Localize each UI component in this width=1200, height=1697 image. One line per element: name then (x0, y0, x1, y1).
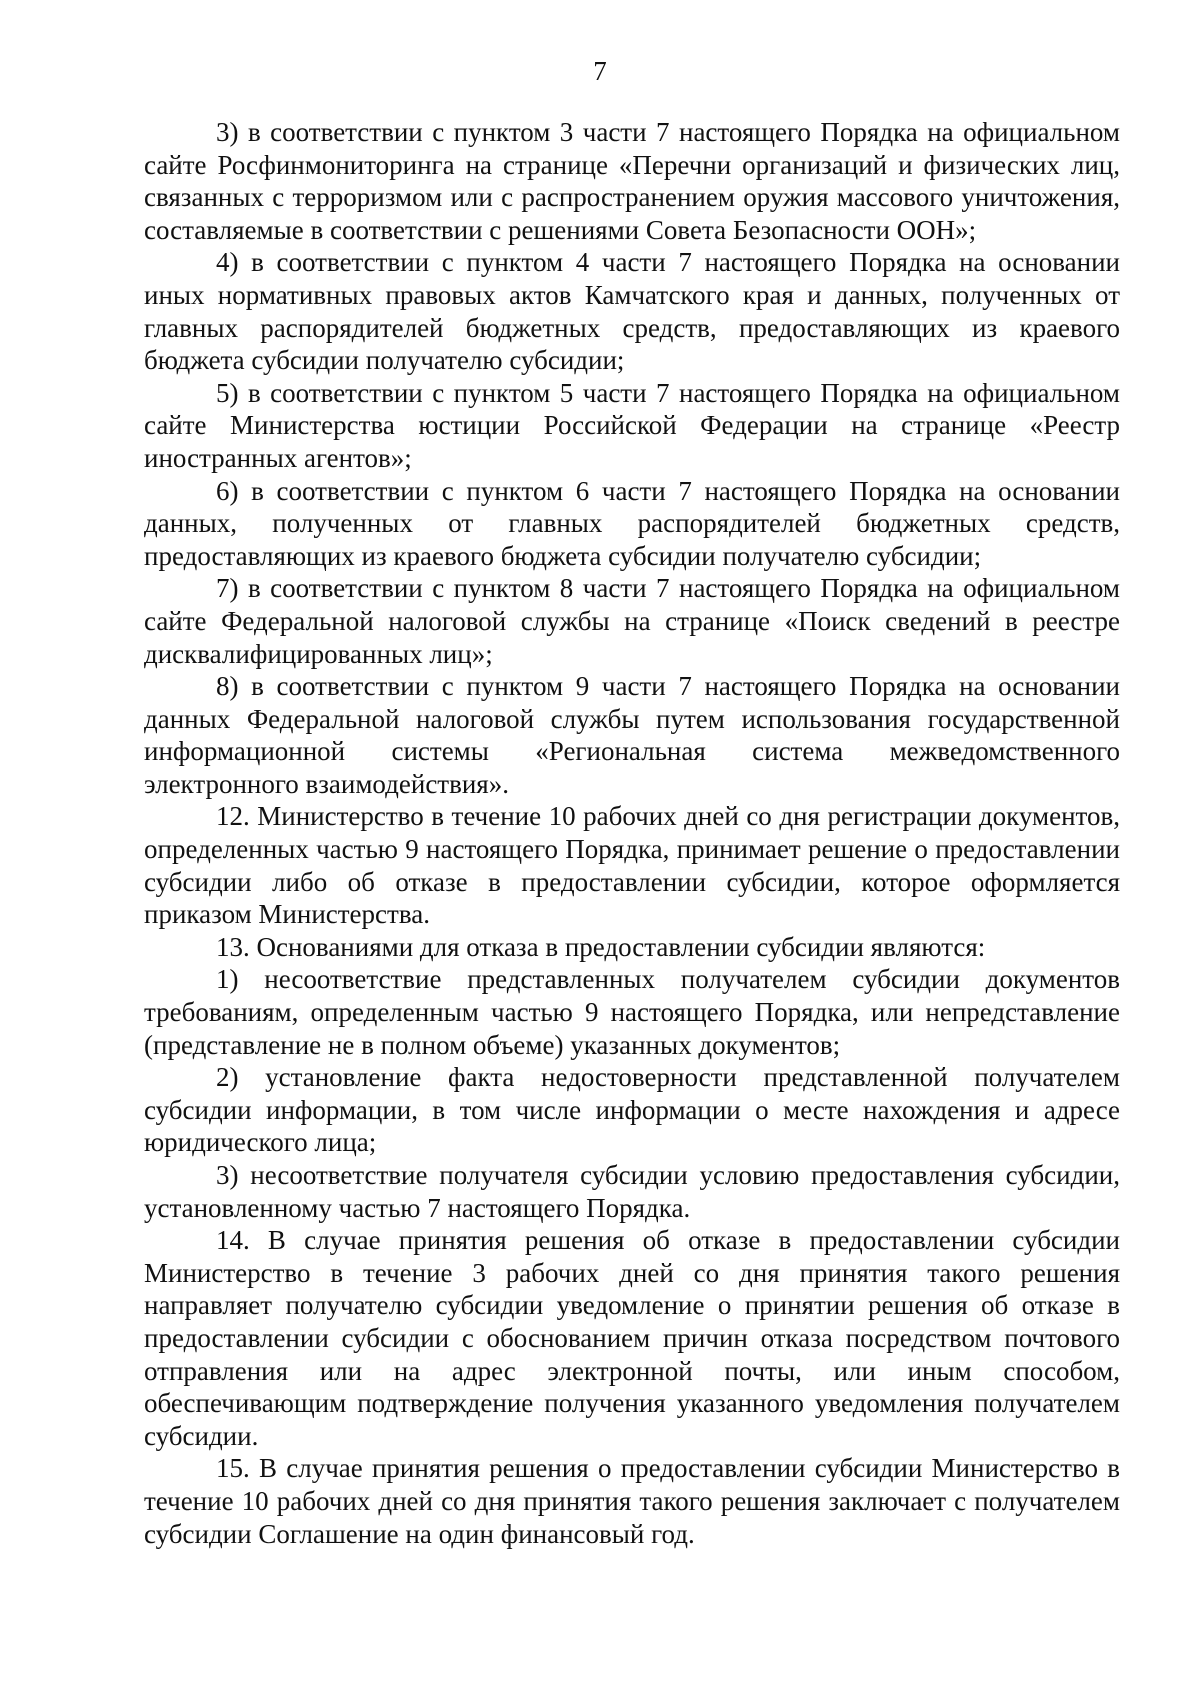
paragraph-item-6: 6) в соответствии с пунктом 6 части 7 настоящего Порядка на основании данных, полученных от главных распорядителей бюджетных средств, предоставляющих из краевого бюджета субсидии получателю субсидии; (144, 475, 1120, 571)
paragraph-refusal-ground-2: 2) установление факта недостоверности представленной получателем субсидии информации, в том числе информации о месте нахождения и адресе юридического лица; (144, 1062, 1120, 1158)
paragraph-item-7: 7) в соответствии с пунктом 8 части 7 настоящего Порядка на официальном сайте Федеральной налоговой службы на странице «Поиск сведений в реестре дисквалифицированных лиц»; (144, 573, 1120, 669)
page-number: 7 (593, 56, 607, 86)
paragraph-section-15: 15. В случае принятия решения о предоставлении субсидии Министерство в течение 10 рабочих дней со дня принятия такого решения заключает с получателем субсидии Соглашение на один финансовый год. (144, 1453, 1120, 1549)
paragraph-section-14: 14. В случае принятия решения об отказе в предоставлении субсидии Министерство в течение 3 рабочих дней со дня принятия такого решения направляет получателю субсидии уведомление о принятии решения об отказе в предоставлении субсидии с обоснованием причин отказа посредством почтового отправления или на адрес электронной почты, или иным способом, обеспечивающим подтверждение получения указанного уведомления получателем субсидии. (144, 1225, 1120, 1451)
paragraph-refusal-ground-3: 3) несоответствие получателя субсидии условию предоставления субсидии, установленному частью 7 настоящего Порядка. (144, 1160, 1120, 1223)
paragraph-item-3: 3) в соответствии с пунктом 3 части 7 настоящего Порядка на официальном сайте Росфинмониторинга на странице «Перечни организаций и физических лиц, связанных с терроризмом или с распространением оружия массового уничтожения, составляемые в соответствии с решениями Совета Безопасности ООН»; (144, 117, 1120, 245)
paragraph-section-13: 13. Основаниями для отказа в предоставлении субсидии являются: (216, 931, 986, 962)
paragraph-section-12: 12. Министерство в течение 10 рабочих дней со дня регистрации документов, определенных частью 9 настоящего Порядка, принимает решение о предоставлении субсидии либо об отказе в предоставлении субсидии, которое оформляется приказом Министерства. (144, 801, 1120, 930)
paragraph-item-8: 8) в соответствии с пунктом 9 части 7 настоящего Порядка на основании данных Федеральной налоговой службы путем использования государственной информационной системы «Региональная система межведомственного электронного взаимодействия». (144, 671, 1120, 799)
paragraph-item-5: 5) в соответствии с пунктом 5 части 7 настоящего Порядка на официальном сайте Министерства юстиции Российской Федерации на странице «Реестр иностранных агентов»; (144, 377, 1120, 473)
paragraph-refusal-ground-1: 1) несоответствие представленных получателем субсидии документов требованиям, определенным частью 9 настоящего Порядка, или непредставление (представление не в полном объеме) указанных документов; (144, 964, 1120, 1060)
paragraph-item-4: 4) в соответствии с пунктом 4 части 7 настоящего Порядка на основании иных нормативных правовых актов Камчатского края и данных, полученных от главных распорядителей бюджетных средств, предоставляющих из краевого бюджета субсидии получателю субсидии; (144, 247, 1120, 376)
document-body (144, 116, 1120, 1550)
